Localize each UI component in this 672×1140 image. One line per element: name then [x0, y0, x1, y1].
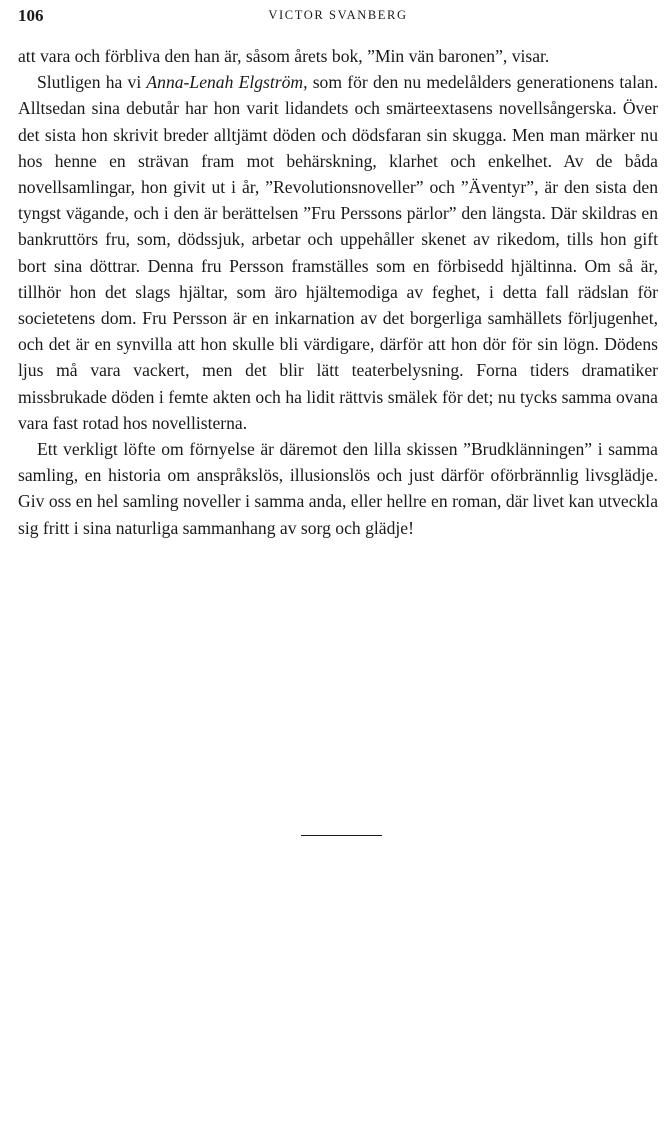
- section-end-rule: [301, 835, 382, 836]
- paragraph-2-intro: Slutligen ha vi: [37, 72, 147, 93]
- running-head: [18, 0, 658, 40]
- author-name: Anna-Lenah Elgström,: [146, 72, 308, 93]
- paragraph-1: att vara och förbliva den han är, såsom årets bok, ”Min vän baronen”, visar.: [18, 46, 550, 66]
- book-page: [18, 0, 658, 1140]
- page-number: 106: [18, 6, 44, 25]
- paragraph-2-text: som för den nu medelålders generationens talan. Alltsedan sina debutår har hon varit lidandets och smärteextasens novellsångerska. Över det sista hon skrivit breder alltjämt döden och dödsfaran sin skugga. Men man märker nu hos henne en strävan fram mot behärskning, klarhet och enkelhet. Av de båda novellsamlingar, hon givit ut i år, ”Revolutionsnoveller” och ”Äventyr”, är den sista den tyngst vägande, och i den är berättelsen ”Fru Perssons pärlor” den längsta. Där skildras en bankruttörs fru, som, dödssjuk, arbetar och uppehåller skenet av rikedom, tills hon gift bort sina döttrar. Denna fru Persson framställes som en förbisedd hjältinna. Om så är, tillhör hon det slags hjältar, som äro hjältemodiga av feghet, i detta fall rädslan för societetens dom. Fru Persson är en inkarnation av det borgerliga samhällets förljugenhet, och det är en synvilla att hon skulle bli värdigare, därför att hon dör för sin lögn. Dödens ljus må vara vackert, men det blir lätt teaterbelysning. Forna tiders dramatiker missbrukade döden i femte akten och ha lidit rättvis smälek för det; nu tycks samma ovana vara fast rotad hos novellisterna.: [18, 72, 659, 433]
- running-title: VICTOR SVANBERG: [268, 8, 408, 22]
- paragraph-2: [18, 69, 658, 436]
- body-text: [18, 43, 658, 541]
- paragraph-3: Ett verkligt löfte om förnyelse är däremot den lilla skissen ”Brudklänningen” i samma samling, en historia om anspråkslös, illusionslös och just därför oförbrännlig livsglädje. Giv oss en hel samling noveller i samma anda, eller hellre en roman, där livet kan utveckla sig fritt i sina naturliga sammanhang av sorg och glädje!: [18, 439, 658, 538]
